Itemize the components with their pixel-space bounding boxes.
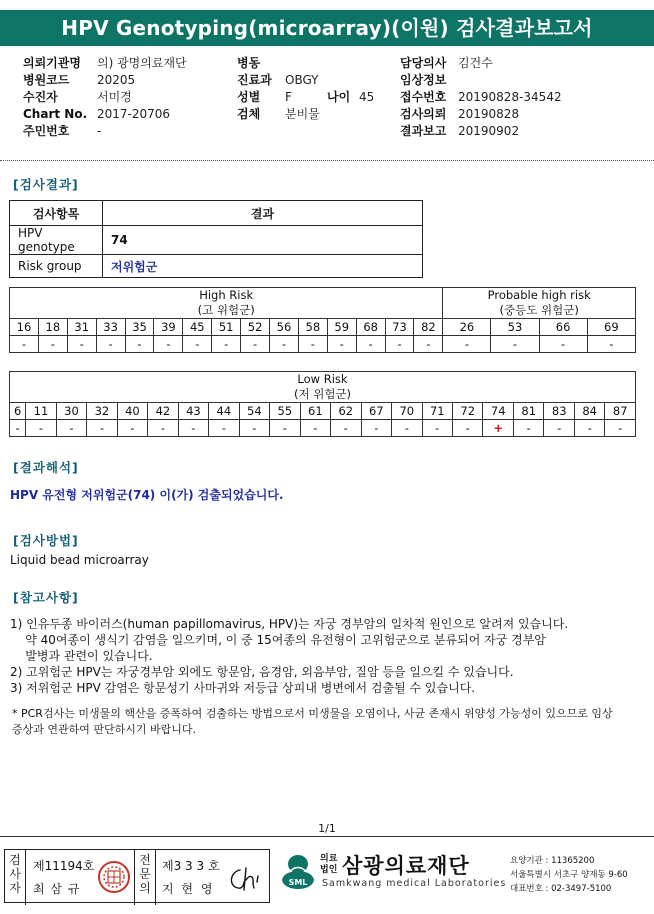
footer-divider [0, 836, 654, 837]
probable-high-risk-heading [443, 288, 636, 319]
section-reference-heading: [참고사항] [13, 590, 79, 605]
low-risk-title: Low Risk [297, 372, 348, 386]
org-english-name: Samkwang medical Laboratories [322, 878, 507, 889]
high-risk-result-cell: - [125, 336, 154, 353]
label-chart-no: Chart No. [23, 107, 88, 121]
high-risk-result-cell: - [154, 336, 183, 353]
low-risk-result-cell: - [300, 420, 330, 437]
note-line: 3) 저위험군 HPV 감염은 항문성기 사마귀와 저등급 상피내 병변에서 검출될 수 있습니다. [10, 681, 476, 695]
value-resident-no: - [97, 124, 102, 138]
org-prefix-line: 의료 [320, 854, 338, 864]
probable-high-risk-type-cell: 53 [491, 319, 539, 336]
low-risk-type-cell: 84 [574, 403, 604, 420]
result-table [9, 200, 423, 278]
probable-high-risk-result-cell: - [443, 336, 491, 353]
low-risk-heading [10, 372, 636, 403]
low-risk-type-cell: 87 [605, 403, 636, 420]
inspector-label [5, 850, 26, 905]
high-risk-result-cell: - [270, 336, 299, 353]
label-department: 진료과 [237, 73, 272, 87]
value-report-date: 20190902 [458, 124, 520, 138]
high-risk-subtitle: (고 위험군) [197, 303, 255, 317]
low-risk-result-cell: - [56, 420, 86, 437]
org-phone: 대표번호 : 02-3497-5100 [510, 884, 612, 894]
value-hospital-code: 20205 [97, 73, 136, 87]
inspector-label-char: 자 [9, 881, 21, 895]
result-value-genotype: 74 [103, 226, 423, 255]
low-risk-type-cell: 40 [117, 403, 147, 420]
label-clinical-info: 임상정보 [400, 73, 447, 87]
note-line: 약 40여종이 생식기 감염을 일으키며, 이 중 15여종의 유전형이 고위험군으로 분류되어 자궁 경부암 [10, 633, 546, 647]
value-patient: 서미경 [97, 90, 132, 104]
header-divider [0, 160, 654, 161]
low-risk-type-cell: 6 [10, 403, 26, 420]
sml-logo-icon [276, 850, 318, 896]
high-risk-result-cell: - [241, 336, 270, 353]
specialist-label [134, 850, 156, 905]
high-risk-type-cell: 31 [67, 319, 96, 336]
low-risk-result-cell: - [270, 420, 300, 437]
high-risk-type-cell: 68 [356, 319, 385, 336]
probable-high-risk-subtitle: (중등도 위험군) [499, 303, 579, 317]
low-risk-result-cell: - [422, 420, 452, 437]
high-risk-type-cell: 73 [385, 319, 414, 336]
high-risk-result-cell: - [356, 336, 385, 353]
low-risk-result-cell: - [87, 420, 117, 437]
result-item-genotype: HPV genotype [10, 226, 103, 255]
value-receipt-no: 20190828-34542 [458, 90, 562, 104]
org-contact [510, 854, 628, 896]
org-address: 서울특별시 서초구 양재동 9-60 [510, 870, 628, 880]
org-name: 삼광의료재단 [342, 854, 470, 878]
label-specimen: 검체 [237, 107, 261, 121]
low-risk-type-cell: 42 [148, 403, 178, 420]
label-receipt-no: 접수번호 [400, 90, 447, 104]
value-age: 45 [359, 90, 375, 104]
low-risk-result-cell: - [392, 420, 422, 437]
label-client: 의뢰기관명 [23, 56, 81, 70]
label-report-date: 결과보고 [400, 124, 447, 138]
high-risk-type-cell: 45 [183, 319, 212, 336]
specialist-label-char: 문 [139, 867, 151, 881]
label-sex: 성별 [237, 90, 261, 104]
high-risk-type-cell: 33 [96, 319, 125, 336]
low-risk-result-cell: - [10, 420, 26, 437]
low-risk-result-cell: - [117, 420, 147, 437]
label-age: 나이 [327, 90, 351, 104]
inspector-label-char: 사 [9, 867, 21, 881]
method-text: Liquid bead microarray [10, 553, 149, 567]
signature-box [4, 849, 270, 903]
low-risk-type-cell: 72 [453, 403, 483, 420]
low-risk-result-cell: - [453, 420, 483, 437]
low-risk-type-cell: 30 [56, 403, 86, 420]
high-risk-result-cell: - [327, 336, 356, 353]
high-risk-title: High Risk [199, 288, 254, 302]
high-risk-type-cell: 59 [327, 319, 356, 336]
low-risk-result-cell: - [574, 420, 604, 437]
high-risk-type-cell: 35 [125, 319, 154, 336]
high-risk-result-cell: - [67, 336, 96, 353]
result-header-value: 결과 [103, 201, 423, 226]
note-line: 2) 고위험군 HPV는 자궁경부암 외에도 항문암, 음경암, 외음부암, 질암 등을 일으킬 수 있습니다. [10, 665, 514, 679]
value-chart-no: 2017-20706 [97, 107, 171, 121]
probable-high-risk-type-cell: 69 [587, 319, 635, 336]
high-risk-type-cell: 52 [241, 319, 270, 336]
low-risk-result-cell: + [483, 420, 513, 437]
high-risk-type-cell: 51 [212, 319, 241, 336]
result-value-risk-group: 저위험군 [103, 255, 423, 278]
label-doctor: 담당의사 [400, 56, 447, 70]
low-risk-type-cell: 70 [392, 403, 422, 420]
note-line: 1) 인유두종 바이러스(human papillomavirus, HPV)는 자궁 경부암의 일차적 원인으로 알려져 있습니다. [10, 617, 569, 631]
low-risk-result-cell: - [544, 420, 574, 437]
high-risk-type-cell: 56 [270, 319, 299, 336]
low-risk-result-cell: - [178, 420, 208, 437]
specialist-signature-icon [226, 864, 264, 894]
value-request-date: 20190828 [458, 107, 520, 121]
section-result-heading: [검사결과] [13, 177, 79, 192]
inspector-seal-icon [97, 860, 131, 894]
org-prefix [320, 854, 337, 876]
probable-high-risk-type-cell: 66 [539, 319, 587, 336]
header-col-3 [400, 55, 562, 140]
page-number: 1/1 [318, 822, 336, 835]
header-col-1 [23, 55, 187, 140]
label-patient: 수진자 [23, 90, 58, 104]
value-sex: F [285, 90, 292, 104]
low-risk-result-cell: - [513, 420, 543, 437]
low-risk-result-cell: - [239, 420, 269, 437]
probable-high-risk-title: Probable high risk [487, 288, 591, 302]
logo-text: SML [288, 878, 308, 887]
header-col-2 [237, 55, 374, 123]
high-risk-type-cell: 16 [10, 319, 39, 336]
high-risk-result-cell: - [10, 336, 39, 353]
specialist-label-char: 의 [139, 881, 151, 895]
label-hospital-code: 병원코드 [23, 73, 70, 87]
high-risk-result-cell: - [38, 336, 67, 353]
organization-block [276, 848, 648, 902]
low-risk-result-cell: - [361, 420, 391, 437]
specialist-name: 지 현 영 [162, 882, 215, 896]
high-risk-result-cell: - [212, 336, 241, 353]
inspector-label-char: 검 [9, 853, 21, 867]
result-item-risk-group: Risk group [10, 255, 103, 278]
org-code: 요양기관 : 11365200 [510, 856, 595, 866]
low-risk-type-cell: 61 [300, 403, 330, 420]
low-risk-result-cell: - [605, 420, 636, 437]
probable-high-risk-result-cell: - [587, 336, 635, 353]
low-risk-type-cell: 43 [178, 403, 208, 420]
specialist-license-no: 제3 3 3 호 [162, 859, 220, 873]
low-risk-type-cell: 67 [361, 403, 391, 420]
value-client: 의) 광명의료재단 [97, 56, 187, 70]
low-risk-type-cell: 71 [422, 403, 452, 420]
label-resident-no: 주민번호 [23, 124, 70, 138]
value-department: OBGY [285, 73, 319, 87]
footnote-line: 증상과 연관하여 판단하시기 바랍니다. [12, 723, 197, 736]
high-risk-result-cell: - [414, 336, 443, 353]
high-risk-heading [10, 288, 443, 319]
low-risk-result-cell: - [148, 420, 178, 437]
low-risk-type-cell: 74 [483, 403, 513, 420]
inspector-name: 최 삼 규 [33, 882, 81, 896]
interpretation-text: HPV 유전형 저위험군(74) 이(가) 검출되었습니다. [10, 488, 284, 502]
low-risk-type-cell: 32 [87, 403, 117, 420]
high-risk-result-cell: - [298, 336, 327, 353]
org-prefix-line: 법인 [320, 865, 338, 875]
low-risk-type-cell: 55 [270, 403, 300, 420]
low-risk-result-cell: - [331, 420, 361, 437]
low-risk-subtitle: (저 위험군) [293, 387, 352, 401]
high-risk-type-cell: 82 [414, 319, 443, 336]
high-risk-result-cell: - [385, 336, 414, 353]
value-doctor: 김건수 [458, 56, 493, 70]
label-ward: 병동 [237, 56, 261, 70]
footnote-line: * PCR검사는 미생물의 핵산을 증폭하여 검출하는 방법으로서 미생물을 오염이나, 사균 존재시 위양성 가능성이 있으므로 임상 [12, 707, 613, 720]
low-risk-type-cell: 11 [26, 403, 56, 420]
high-risk-type-cell: 58 [298, 319, 327, 336]
section-method-heading: [검사방법] [13, 533, 79, 548]
probable-high-risk-result-cell: - [491, 336, 539, 353]
label-request-date: 검사의뢰 [400, 107, 447, 121]
value-specimen: 분비물 [285, 107, 320, 121]
low-risk-type-cell: 54 [239, 403, 269, 420]
report-title: HPV Genotyping(microarray)(이원) 검사결과보고서 [0, 10, 654, 46]
section-interpretation-heading: [결과해석] [13, 460, 79, 475]
note-line: 발병과 관련이 있습니다. [10, 649, 153, 663]
inspector-license-no: 제11194호 [33, 859, 95, 873]
low-risk-type-cell: 62 [331, 403, 361, 420]
high-risk-type-cell: 39 [154, 319, 183, 336]
specialist-label-char: 전 [139, 853, 151, 867]
low-risk-type-cell: 83 [544, 403, 574, 420]
pcr-footnote [12, 706, 642, 738]
probable-high-risk-result-cell: - [539, 336, 587, 353]
high-risk-table [9, 287, 636, 353]
result-header-item: 검사항목 [10, 201, 103, 226]
low-risk-type-cell: 81 [513, 403, 543, 420]
high-risk-type-cell: 18 [38, 319, 67, 336]
high-risk-result-cell: - [183, 336, 212, 353]
high-risk-result-cell: - [96, 336, 125, 353]
low-risk-result-cell: - [26, 420, 56, 437]
reference-notes [10, 616, 640, 696]
low-risk-type-cell: 44 [209, 403, 239, 420]
low-risk-table [9, 371, 636, 437]
low-risk-result-cell: - [209, 420, 239, 437]
probable-high-risk-type-cell: 26 [443, 319, 491, 336]
